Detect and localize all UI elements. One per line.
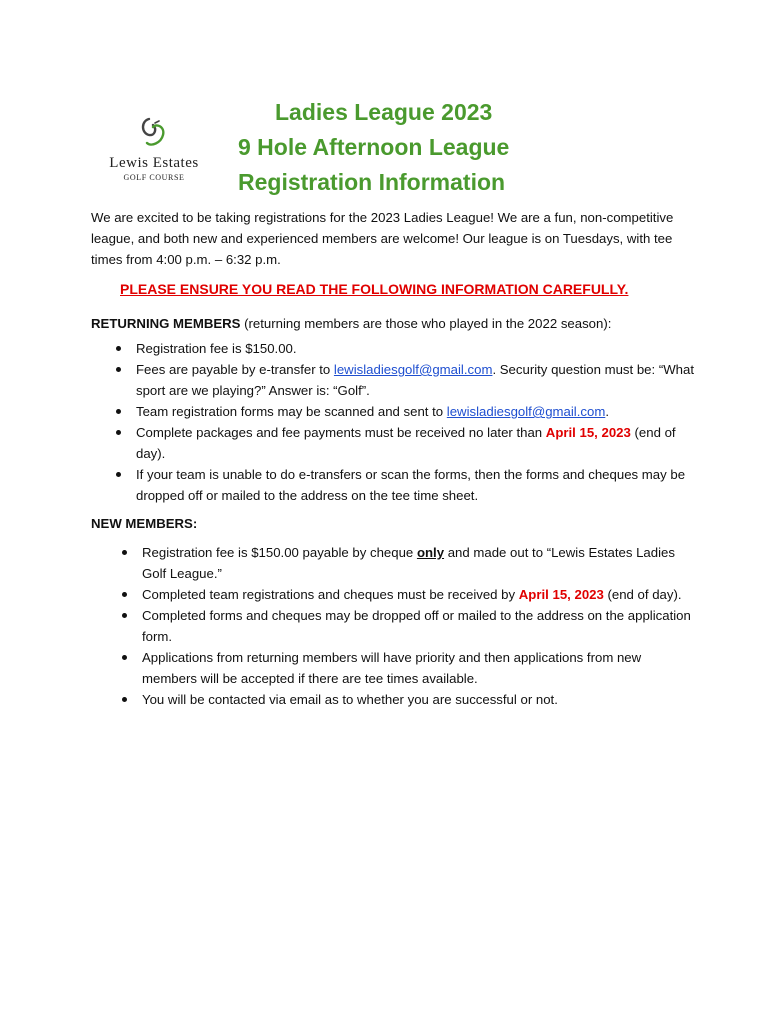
title-line-1: Ladies League 2023 — [275, 99, 493, 125]
title-line-2: 9 Hole Afternoon League — [238, 134, 510, 160]
list-item — [142, 605, 697, 647]
list-item-text: (end of day). — [136, 425, 676, 461]
returning-heading-label: RETURNING MEMBERS — [91, 316, 241, 331]
list-item — [142, 542, 697, 584]
emphasis-only: only — [416, 545, 445, 560]
list-item-text: Completed team registrations and cheques must be received by — [142, 587, 519, 602]
notice-heading: PLEASE ENSURE YOU READ THE FOLLOWING INFORMATION CAREFULLY. — [120, 281, 629, 297]
list-item-text: Registration fee is $150.00 payable by cheque — [142, 545, 417, 560]
title-line-3: Registration Information — [238, 169, 506, 195]
list-item-text: (end of day). — [603, 587, 682, 602]
list-item-text: . — [605, 404, 609, 419]
document-title — [238, 95, 538, 200]
list-item-text: Completed forms and cheques may be dropped off or mailed to the address on the application form. — [142, 608, 691, 644]
returning-members-list — [136, 338, 696, 506]
list-item-text: Registration fee is $150.00. — [136, 341, 297, 356]
list-item-text: Fees are payable by e-transfer to — [136, 362, 334, 377]
list-item-text: Applications from returning members will have priority and then applications from new members will be accepted if there are tee times available. — [142, 650, 642, 686]
returning-heading-note: (returning members are those who played in the 2022 season): — [240, 316, 612, 331]
list-item-text: Complete packages and fee payments must be received no later than — [136, 425, 546, 440]
list-item — [136, 359, 696, 401]
deadline-date: April 15, 2023 — [545, 425, 631, 440]
list-item — [142, 689, 697, 710]
returning-members-heading — [91, 313, 691, 334]
new-members-heading — [91, 513, 691, 534]
logo-name: Lewis Estates — [109, 155, 199, 171]
list-item-text: . Security question must be: “What sport are we playing?” Answer is: “Golf”. — [136, 362, 694, 398]
logo-subtitle: GOLF COURSE — [123, 173, 185, 182]
email-link[interactable]: lewisladiesgolf@gmail.com — [333, 362, 493, 377]
golf-course-logo — [100, 113, 210, 183]
email-link[interactable]: lewisladiesgolf@gmail.com — [446, 404, 606, 419]
list-item — [142, 584, 697, 605]
deadline-date: April 15, 2023 — [518, 587, 604, 602]
new-members-list — [142, 542, 697, 710]
new-heading-label: NEW MEMBERS: — [91, 516, 198, 531]
list-item-text: You will be contacted via email as to whether you are successful or not. — [142, 692, 558, 707]
list-item-text: If your team is unable to do e-transfers or scan the forms, then the forms and cheques may be dropped off or mailed to the address on the tee time sheet. — [136, 467, 686, 503]
list-item-text: and made out to “Lewis Estates Ladies Golf League.” — [142, 545, 675, 581]
list-item — [136, 401, 696, 422]
intro-paragraph: We are excited to be taking registrations for the 2023 Ladies League! We are a fun, non-competitive league, and both new and experienced members are welcome! Our league is on Tuesdays, with tee times from 4:00 p.m. – 6:32 p.m. — [91, 210, 674, 267]
list-item — [136, 338, 696, 359]
list-item — [136, 464, 696, 506]
golf-logo-icon — [135, 113, 175, 153]
list-item-text: Team registration forms may be scanned and sent to — [136, 404, 447, 419]
list-item — [136, 422, 696, 464]
list-item — [142, 647, 697, 689]
